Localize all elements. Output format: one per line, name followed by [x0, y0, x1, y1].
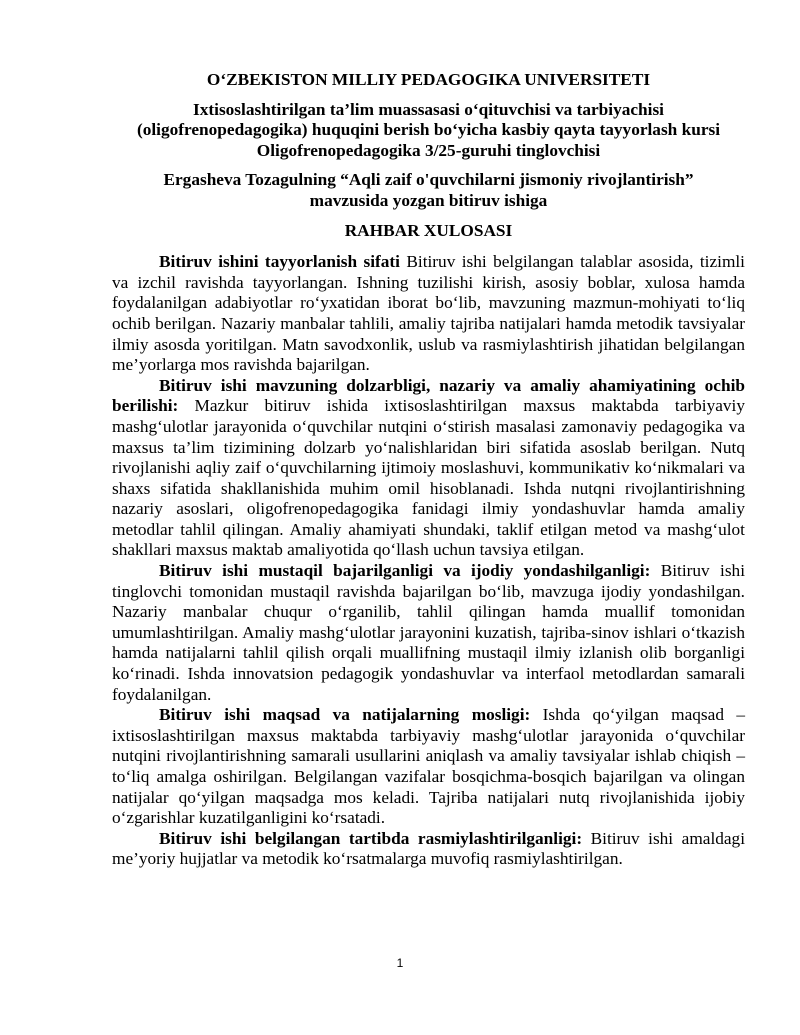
document-page — [112, 70, 745, 870]
section-text: Bitiruv ishi tinglovchi tomonidan mustaqil ravishda bajarilgan bo‘lib, mavzuga ijodiy yondashilgan. Nazariy manbalar chuqur o‘rganilib, tahlil qilingan hamda muallif tomonidan umumlashtirilgan. Amaliy mashg‘ulotlar jarayonini kuzatish, tajriba-sinov ishlari o‘tkazish hamda natijalarni tahlil qilish orqali muallifning mustaqil ilmiy izlanish olib borganligi ko‘rinadi. Ishda innovatsion pedagogik yondashuvlar va interfaol metodlardan samarali foydalanilgan. — [112, 561, 745, 704]
document-title: RAHBAR XULOSASI — [344, 220, 513, 240]
course-line-3: Oligofrenopedagogika 3/25-guruhi tinglovchisi — [256, 140, 601, 160]
page-number: 1 — [396, 956, 404, 970]
section-lead: Bitiruv ishi maqsad va natijalarning mosligi: — [159, 705, 531, 725]
course-line-1: Ixtisoslashtirilgan ta’lim muassasasi o‘qituvchisi va tarbiyachisi — [193, 99, 664, 119]
section-lead: Bitiruv ishi mustaqil bajarilganligi va ijodiy yondashilganligi: — [159, 561, 651, 581]
course-line-2: (oligofrenopedagogika) huquqini berish bo‘yicha kasbiy qayta tayyorlash kursi — [136, 120, 721, 140]
section-preparation-quality — [112, 252, 745, 376]
section-text: Mazkur bitiruv ishida ixtisoslashtirilgan maxsus maktabda tarbiyaviy mashg‘ulotlar jarayonida o‘quvchilar nutqini o‘stirish masalasi zamonaviy pedagogika va maxsus ta’lim tizimining dolzarb yo‘nalishlaridan biri sifatida asoslab berilgan. Nutq rivojlanishi aqliy zaif o‘quvchilarning ijtimoiy moslashuvi, kommunikativ ko‘nikmalari va shaxs sifatida shakllanishida muhim omil hisoblanadi. Ishda nutqni rivojlantirishning nazariy asoslari, oligofrenopedagogika fanidagi ilmiy yondashuvlar hamda amaliy metodlar tahlil qilingan. Amaliy ahamiyati shundaki, taklif etilgan metod va mashg‘ulot shakllari maxsus maktab amaliyotida qo‘llash uchun tavsiya etilgan. — [112, 396, 745, 560]
section-lead: Bitiruv ishini tayyorlanish sifati — [159, 252, 400, 272]
course-description — [112, 100, 745, 162]
thesis-topic — [112, 170, 745, 211]
topic-line-2: mavzusida yozgan bitiruv ishiga — [309, 190, 548, 210]
section-formatting — [112, 829, 745, 870]
section-text: Bitiruv ishi amaldagi me’yoriy hujjatlar va metodik ko‘rsatmalarga muvofiq rasmiylashtirilgan. — [112, 828, 745, 869]
section-text: Bitiruv ishi belgilangan talablar asosida, tizimli va izchil ravishda tayyorlangan. Ishning tuzilishi kirish, asosiy boblar, xulosa hamda foydalanilgan adabiyotlar ro‘yxatidan iborat bo‘lib, mavzuning mazmun-mohiyati to‘liq ochib berilgan. Nazariy manbalar tahlili, amaliy tajriba natijalari hamda metodik tavsiyalar ilmiy asosda yoritilgan. Matn savodxonlik, uslub va rasmiylashtirish jihatidan belgilangan me’yorlarga mos ravishda bajarilgan. — [112, 252, 745, 375]
section-relevance — [112, 376, 745, 561]
section-independence — [112, 561, 745, 705]
university-name: O‘ZBEKISTON MILLIY PEDAGOGIKA UNIVERSITETI — [206, 70, 651, 89]
section-text: Ishda qo‘yilgan maqsad – ixtisoslashtirilgan maxsus maktabda tarbiyaviy mashg‘ulotlar jarayonida o‘quvchilar nutqini rivojlantirishning samarali usullarini aniqlash va amaliy tavsiyalar ishlab chiqish – to‘liq amalga oshirilgan. Belgilangan vazifalar bosqichma-bosqich bajarilgan va olingan natijalar qo‘yilgan maqsadga mos keladi. Tajriba natijalari nutq rivojlanishida ijobiy o‘zgarishlar kuzatilganligini ko‘rsatadi. — [112, 705, 746, 828]
section-goal-results — [112, 705, 745, 829]
section-lead: Bitiruv ishi mavzuning dolzarbligi, nazariy va amaliy ahamiyatining ochib berilishi: — [112, 375, 745, 416]
topic-line-1: Ergasheva Tozagulning “Aqli zaif o'quvchilarni jismoniy rivojlantirish” — [163, 170, 694, 190]
section-lead: Bitiruv ishi belgilangan tartibda rasmiylashtirilganligi: — [159, 828, 583, 848]
